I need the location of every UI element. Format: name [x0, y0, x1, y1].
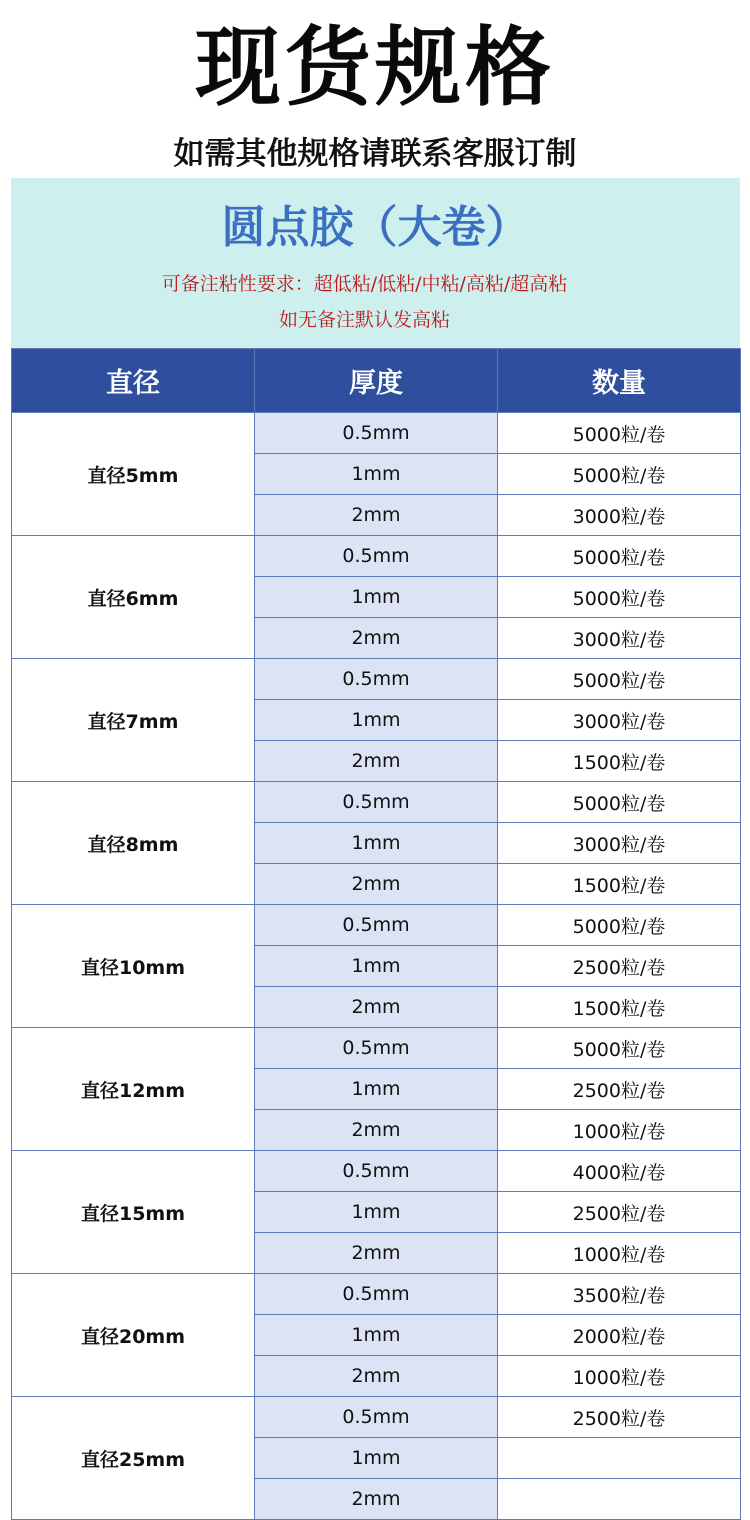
- thickness-cell: 2mm: [255, 1479, 498, 1520]
- thickness-cell: 1mm: [255, 1069, 498, 1110]
- page-title: 现货规格: [195, 18, 555, 118]
- quantity-cell: 5000粒/卷: [498, 659, 741, 700]
- quantity-cell: 1000粒/卷: [498, 1233, 741, 1274]
- diameter-cell: 直径5mm: [12, 413, 255, 536]
- table-row: [12, 536, 741, 577]
- table-row: [12, 1028, 741, 1069]
- quantity-cell: 5000粒/卷: [498, 454, 741, 495]
- quantity-cell: 5000粒/卷: [498, 413, 741, 454]
- quantity-cell: 3000粒/卷: [498, 823, 741, 864]
- thickness-cell: 2mm: [255, 495, 498, 536]
- header-diameter: 直径: [12, 349, 255, 413]
- thickness-cell: 1mm: [255, 1438, 498, 1479]
- thickness-cell: 0.5mm: [255, 413, 498, 454]
- diameter-cell: 直径12mm: [12, 1028, 255, 1151]
- quantity-cell: 2500粒/卷: [498, 1069, 741, 1110]
- diameter-cell: 直径25mm: [12, 1397, 255, 1520]
- thickness-cell: 2mm: [255, 618, 498, 659]
- header-quantity: 数量: [498, 349, 741, 413]
- quantity-cell: 4000粒/卷: [498, 1151, 741, 1192]
- page-header: [0, 0, 750, 174]
- diameter-cell: 直径15mm: [12, 1151, 255, 1274]
- thickness-cell: 1mm: [255, 946, 498, 987]
- diameter-cell: 直径8mm: [12, 782, 255, 905]
- quantity-cell: 2500粒/卷: [498, 1192, 741, 1233]
- thickness-cell: 2mm: [255, 864, 498, 905]
- thickness-cell: 0.5mm: [255, 905, 498, 946]
- thickness-cell: 0.5mm: [255, 536, 498, 577]
- thickness-cell: 1mm: [255, 823, 498, 864]
- table-row: [12, 413, 741, 454]
- table-row: [12, 1274, 741, 1315]
- quantity-cell: 3500粒/卷: [498, 1274, 741, 1315]
- thickness-cell: 1mm: [255, 454, 498, 495]
- table-row: [12, 1151, 741, 1192]
- spec-table: [11, 348, 741, 1520]
- quantity-cell: 5000粒/卷: [498, 1028, 741, 1069]
- diameter-cell: 直径6mm: [12, 536, 255, 659]
- thickness-cell: 2mm: [255, 1233, 498, 1274]
- thickness-cell: 0.5mm: [255, 1274, 498, 1315]
- quantity-cell: 2000粒/卷: [498, 1315, 741, 1356]
- quantity-cell: 1500粒/卷: [498, 864, 741, 905]
- thickness-cell: 0.5mm: [255, 1397, 498, 1438]
- quantity-cell: 5000粒/卷: [498, 577, 741, 618]
- thickness-cell: 1mm: [255, 1192, 498, 1233]
- note-line-2: 如无备注默认发高粘: [278, 309, 450, 331]
- diameter-cell: 直径20mm: [12, 1274, 255, 1397]
- thickness-cell: 2mm: [255, 741, 498, 782]
- quantity-cell: 3000粒/卷: [498, 618, 741, 659]
- thickness-cell: 0.5mm: [255, 1028, 498, 1069]
- thickness-cell: 2mm: [255, 1356, 498, 1397]
- table-row: [12, 659, 741, 700]
- thickness-cell: 0.5mm: [255, 1151, 498, 1192]
- quantity-cell: 5000粒/卷: [498, 905, 741, 946]
- table-header-row: [12, 349, 741, 413]
- thickness-cell: 1mm: [255, 1315, 498, 1356]
- quantity-cell: 1500粒/卷: [498, 741, 741, 782]
- quantity-cell: 2500粒/卷: [498, 946, 741, 987]
- diameter-cell: 直径10mm: [12, 905, 255, 1028]
- thickness-cell: 1mm: [255, 700, 498, 741]
- table-row: [12, 1397, 741, 1438]
- diameter-cell: 直径7mm: [12, 659, 255, 782]
- quantity-cell: 5000粒/卷: [498, 782, 741, 823]
- thickness-cell: 2mm: [255, 987, 498, 1028]
- table-body: [12, 413, 741, 1520]
- quantity-cell: 5000粒/卷: [498, 536, 741, 577]
- quantity-cell: 1500粒/卷: [498, 987, 741, 1028]
- thickness-cell: 2mm: [255, 1110, 498, 1151]
- product-title: 圆点胶（大卷）: [221, 202, 530, 253]
- quantity-cell: 1000粒/卷: [498, 1110, 741, 1151]
- quantity-cell: 3000粒/卷: [498, 700, 741, 741]
- thickness-cell: 1mm: [255, 577, 498, 618]
- header-thickness: 厚度: [255, 349, 498, 413]
- quantity-cell: [498, 1438, 741, 1479]
- page-subtitle: 如需其他规格请联系客服订制: [173, 136, 577, 172]
- quantity-cell: 1000粒/卷: [498, 1356, 741, 1397]
- table-row: [12, 905, 741, 946]
- table-row: [12, 782, 741, 823]
- quantity-cell: [498, 1479, 741, 1520]
- quantity-cell: 3000粒/卷: [498, 495, 741, 536]
- note-line-1: 可备注粘性要求：超低粘/低粘/中粘/高粘/超高粘: [161, 273, 568, 295]
- thickness-cell: 0.5mm: [255, 659, 498, 700]
- thickness-cell: 0.5mm: [255, 782, 498, 823]
- quantity-cell: 2500粒/卷: [498, 1397, 741, 1438]
